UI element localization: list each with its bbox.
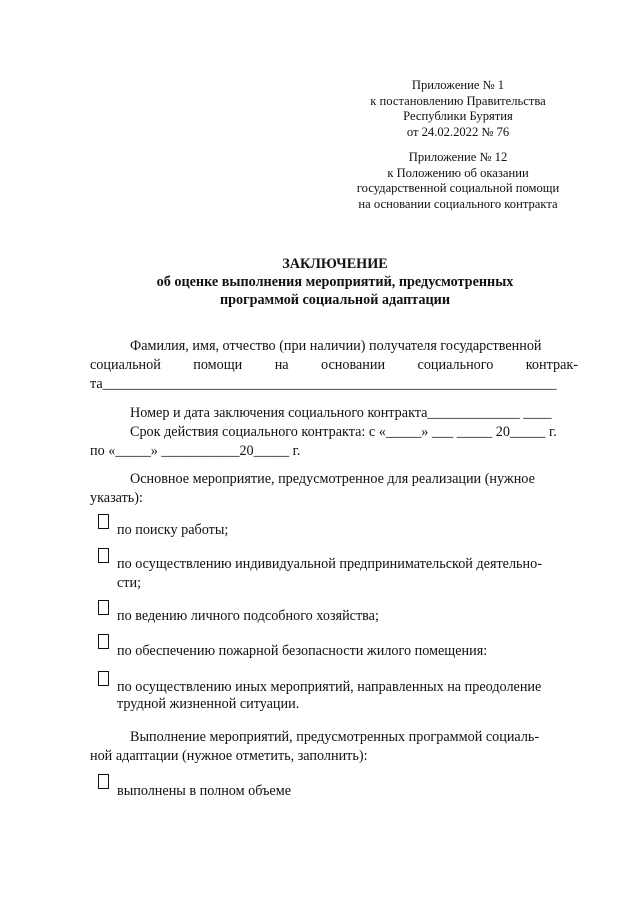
paragraph-line: Выполнение мероприятий, предусмотренных программой социаль- (130, 729, 540, 745)
title-subtitle: программой социальной адаптации (219, 292, 451, 308)
paragraph-line: Фамилия, имя, отчество (при наличии) получателя государственной (130, 338, 542, 354)
word: социального (417, 357, 494, 373)
appendix-12-line: государственной социальной помощи (356, 181, 560, 195)
word: контрак- (525, 357, 578, 373)
main-event-paragraph (90, 470, 578, 508)
title-subtitle: об оценке выполнения мероприятий, предусмотренных (156, 274, 514, 290)
appendix-1-line: от 24.02.2022 № 76 (406, 124, 510, 139)
option-label: по поиску работы; (117, 522, 229, 538)
option-label: по ведению личного подсобного хозяйства; (117, 608, 379, 624)
checkbox[interactable] (98, 634, 109, 649)
appendix-1-line: Республики Бурятия (403, 109, 513, 123)
appendix-12-line: к Положению об оказании (387, 165, 529, 180)
option-label-continued: трудной жизненной ситуации. (117, 696, 300, 712)
execution-paragraph (90, 728, 578, 766)
option-label: выполнены в полном объеме (117, 783, 292, 799)
recipient-name-paragraph (90, 337, 578, 394)
contract-number-field[interactable]: Номер и дата заключения социального контракта_____________ ____ (130, 405, 552, 421)
checkbox[interactable] (98, 671, 109, 686)
word: основании (321, 357, 386, 373)
appendix-12-line: на основании социального контракта (358, 196, 558, 211)
paragraph-line: указать): (90, 490, 143, 506)
contract-term-field[interactable]: Срок действия социального контракта: с «_____» ___ _____ 20_____ г. (130, 424, 557, 440)
appendix-1-line: Приложение № 1 (411, 78, 505, 92)
checkbox[interactable] (98, 774, 109, 789)
word: на (274, 357, 289, 373)
contract-term-end-field[interactable]: по «_____» ___________20_____ г. (90, 443, 301, 459)
contract-paragraph (90, 404, 578, 461)
paragraph-line-justified (90, 356, 578, 375)
option-label: по осуществлению индивидуальной предпринимательской деятельно- (117, 556, 542, 572)
appendix-12-line: Приложение № 12 (408, 150, 508, 164)
option-label: по осуществлению иных мероприятий, направленных на преодоление (117, 679, 542, 695)
appendix-12-header (338, 150, 578, 212)
checkbox[interactable] (98, 600, 109, 615)
checkbox[interactable] (98, 514, 109, 529)
word: социальной (90, 357, 161, 373)
option-label: по обеспечению пожарной безопасности жилого помещения: (117, 643, 488, 659)
document-title (90, 255, 580, 309)
appendix-1-line: к постановлению Правительства (370, 93, 546, 108)
option-label-continued: сти; (117, 575, 142, 591)
paragraph-line: ной адаптации (нужное отметить, заполнить): (90, 748, 368, 764)
recipient-name-field[interactable]: та________________________________________________________________ (90, 376, 557, 392)
appendix-1-header (338, 78, 578, 140)
word: помощи (193, 357, 243, 373)
paragraph-line: Основное мероприятие, предусмотренное для реализации (нужное (130, 471, 535, 487)
checkbox[interactable] (98, 548, 109, 563)
title-heading: ЗАКЛЮЧЕНИЕ (282, 256, 388, 272)
